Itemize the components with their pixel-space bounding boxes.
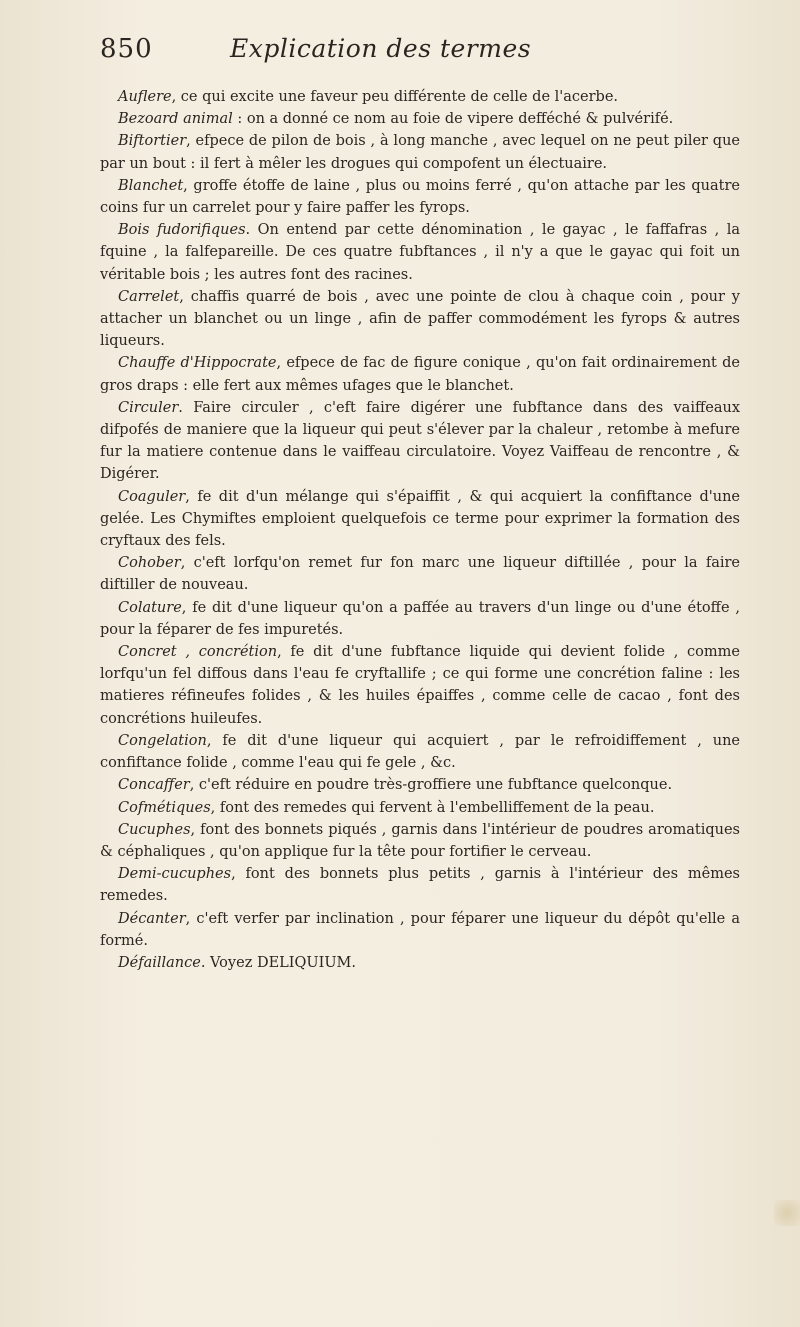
glossary-entry	[100, 175, 740, 219]
entry-definition: , font des bonnets plus petits , garnis à l'intérieur des mêmes remedes.	[100, 866, 740, 905]
glossary-entry	[100, 819, 740, 863]
entry-definition: , fe dit d'une liqueur qui acquiert , par le refroidiffement , une confiftance folide , comme l'eau qui fe gele , &c.	[100, 732, 740, 772]
entry-definition: . On entend par cette dénomination , le gayac , le faffafras , la fquine , la falfepareille. De ces quatre fubftances , il n'y a que le gayac qui foit un véritable bois ; les autres font des racines.	[100, 222, 740, 283]
entry-term: Congelation	[118, 732, 207, 749]
page-number: 850	[100, 34, 153, 64]
entry-definition: , fe dit d'un mélange qui s'épaiffit , & qui acquiert la confiftance d'une gelée. Les Chymiftes emploient quelquefois ce terme pour exprimer la formation des cryftaux des fels.	[100, 488, 740, 550]
glossary-entry	[100, 908, 740, 952]
glossary-text	[100, 86, 740, 974]
glossary-entry	[100, 108, 740, 130]
entry-term: Cofmétiques	[118, 799, 211, 816]
entry-term: Demi-cucuphes	[118, 866, 232, 883]
entry-term: Biftortier	[118, 133, 187, 150]
glossary-entry	[100, 352, 740, 396]
paper-stain	[774, 1200, 800, 1226]
glossary-entry	[100, 219, 740, 286]
running-head	[100, 28, 740, 68]
entry-term: Concret , concrétion	[118, 644, 278, 661]
entry-definition: , efpece de pilon de bois , à long manche , avec lequel on ne peut piler que par un bout : il fert à mêler les drogues qui compofent un électuaire.	[100, 133, 740, 172]
glossary-entry	[100, 952, 740, 974]
entry-term: Bezoard animal	[118, 111, 233, 128]
entry-definition: , chaffis quarré de bois , avec une pointe de clou à chaque coin , pour y attacher un blanchet ou un linge , afin de paffer commodément les fyrops & autres liqueurs.	[100, 288, 740, 350]
entry-term: Coaguler	[118, 488, 186, 505]
entry-term: Cohober	[118, 555, 181, 572]
glossary-entry	[100, 797, 740, 819]
entry-definition: , c'eft réduire en poudre très-groffiere une fubftance quelconque.	[189, 777, 673, 794]
entry-term: Circuler	[118, 399, 179, 416]
entry-definition: , c'eft verfer par inclination , pour féparer une liqueur du dépôt qu'elle a formé.	[100, 910, 740, 949]
glossary-entry	[100, 641, 740, 730]
glossary-entry	[100, 730, 740, 774]
entry-definition: : on a donné ce nom au foie de vipere defféché & pulvérifé.	[232, 111, 674, 128]
glossary-entry	[100, 397, 740, 486]
glossary-entry	[100, 863, 740, 907]
entry-term: Chauffe d'Hippocrate	[118, 355, 277, 372]
entry-definition: , fe dit d'une fubftance liquide qui devient folide , comme lorfqu'un fel diffous dans l'eau fe cryftallife ; ce qui forme une concrétion faline : les matieres réfineufes folides , & les huiles épaiffes , comme celle de cacao , font des concrétions huileufes.	[100, 644, 740, 727]
entry-term: Cucuphes	[118, 821, 191, 838]
glossary-entry	[100, 86, 740, 108]
entry-term: Blanchet	[118, 177, 184, 194]
entry-definition: , c'eft lorfqu'on remet fur fon marc une liqueur diftillée , pour la faire diftiller de nouveau.	[100, 555, 740, 594]
entry-definition: . Faire circuler , c'eft faire digérer une fubftance dans des vaiffeaux difpofés de maniere que la liqueur qui peut s'élever par la chaleur , retombe à mefure fur la matiere contenue dans le vaiffeau circulatoire. Voyez Vaiffeau de rencontre , & Digérer.	[100, 399, 740, 483]
entry-definition: , ce qui excite une faveur peu différente de celle de l'acerbe.	[171, 89, 619, 105]
entry-term: Auflere	[118, 89, 172, 105]
glossary-entry	[100, 597, 740, 641]
entry-term: Bois fudorifiques	[118, 222, 246, 239]
entry-term: Colature	[118, 599, 182, 616]
entry-definition: , fe dit d'une liqueur qu'on a paffée au travers d'un linge ou d'une étoffe , pour la féparer de fes impuretés.	[100, 599, 740, 638]
entry-term: Décanter	[118, 910, 186, 927]
entry-definition: , font des remedes qui fervent à l'embelliffement de la peau.	[210, 799, 655, 816]
entry-definition: , groffe étoffe de laine , plus ou moins ferré , qu'on attache par les quatre coins fur un carrelet pour y faire paffer les fyrops.	[100, 177, 740, 217]
entry-term: Défaillance	[118, 954, 201, 971]
glossary-entry	[100, 130, 740, 174]
page-title: Explication des termes	[230, 34, 532, 63]
glossary-entry	[100, 486, 740, 553]
entry-definition: . Voyez DELIQUIUM.	[200, 954, 357, 971]
entry-term: Concaffer	[118, 777, 190, 794]
glossary-entry	[100, 286, 740, 353]
glossary-entry	[100, 774, 740, 796]
glossary-entry	[100, 552, 740, 596]
entry-term: Carrelet	[118, 288, 180, 305]
entry-definition: , efpece de fac de figure conique , qu'on fait ordinairement de gros draps : elle fert aux mêmes ufages que le blanchet.	[100, 355, 740, 394]
entry-definition: , font des bonnets piqués , garnis dans l'intérieur de poudres aromatiques & céphaliques , qu'on applique fur la tête pour fortifier le cerveau.	[100, 821, 740, 860]
